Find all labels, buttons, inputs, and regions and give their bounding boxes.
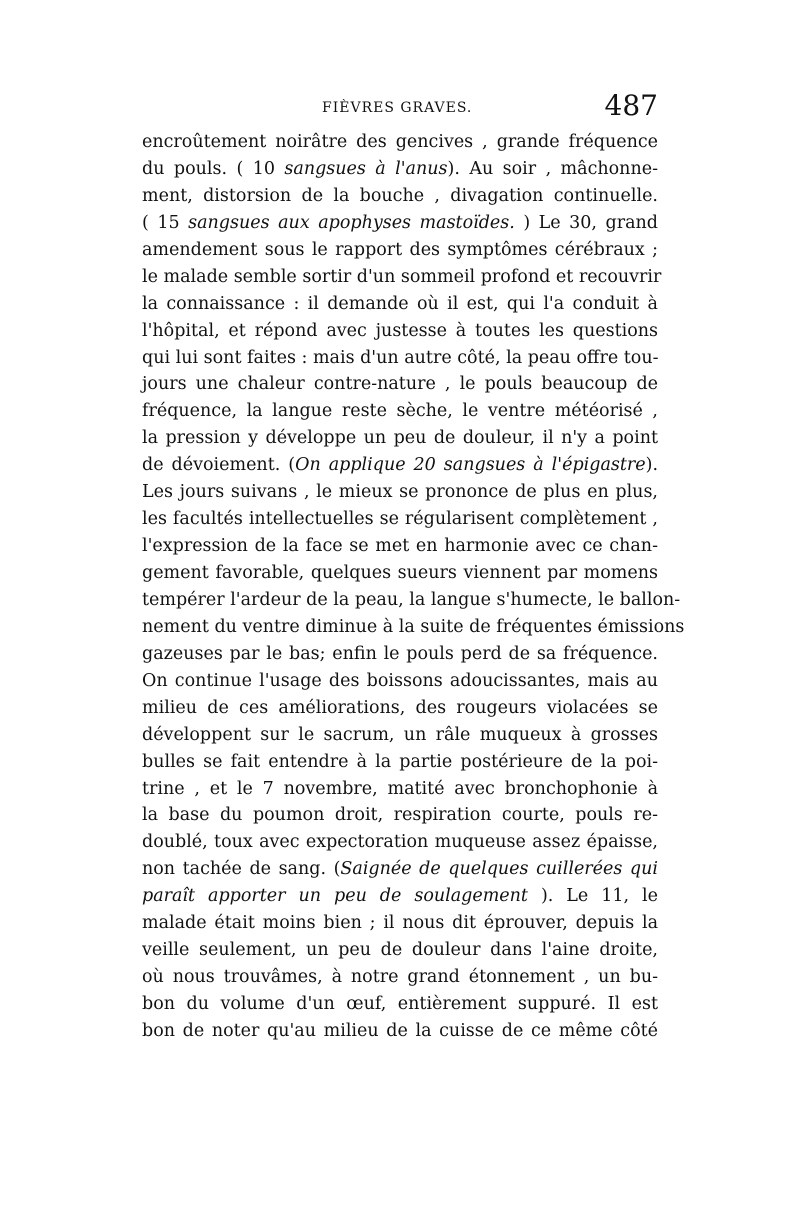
text-line (142, 156, 658, 183)
text-line (142, 641, 658, 668)
text-line (142, 991, 658, 1018)
italic-text-segment: sangsues à l'anus (284, 158, 448, 179)
text-segment: nement du ventre diminue à la suite de fréquentes émissions (142, 616, 685, 637)
text-segment: bon de noter qu'au milieu de la cuisse de ce même côté (142, 1020, 658, 1041)
text-line (142, 1018, 658, 1045)
text-line (142, 318, 658, 345)
text-line (142, 533, 658, 560)
page-header (142, 89, 658, 130)
text-segment: les facultés intellectuelles se régularisent complètement , (142, 509, 658, 530)
text-line (142, 856, 658, 883)
text-line (142, 506, 658, 533)
text-line (142, 883, 658, 910)
text-line (142, 668, 658, 695)
text-segment: fréquence, la langue reste sèche, le ventre météorisé , (142, 401, 658, 422)
text-line (142, 722, 658, 749)
text-segment: malade était moins bien ; il nous dit éprouver, depuis la (142, 913, 658, 934)
text-segment: ). (645, 455, 659, 476)
text-line (142, 210, 658, 237)
text-segment: bon du volume d'un œuf, entièrement suppuré. Il est (142, 994, 658, 1014)
text-line (142, 291, 658, 318)
text-line (142, 129, 658, 156)
text-segment: non tachée de sang. ( (142, 859, 341, 880)
text-segment: milieu de ces améliorations, des rougeurs violacées se (142, 697, 658, 718)
text-segment: la connaissance : il demande où il est, qui l'a conduit à (142, 293, 658, 314)
text-line (142, 964, 658, 991)
text-segment: du pouls. ( 10 (142, 158, 285, 179)
text-segment: On continue l'usage des boissons adoucissantes, mais au (142, 670, 658, 691)
text-segment: ment, distorsion de la bouche , divagation continuelle. (142, 185, 658, 206)
text-segment: bulles se fait entendre à la partie postérieure de la poi- (142, 751, 658, 772)
text-segment: jours une chaleur contre-nature , le pouls beaucoup de (142, 374, 658, 395)
text-line (142, 425, 658, 452)
italic-text-segment: sangsues aux apophyses mastoïdes. (188, 212, 515, 233)
text-line (142, 749, 658, 776)
text-segment: développent sur le sacrum, un râle muqueux à grosses (142, 724, 658, 745)
text-line (142, 614, 685, 641)
text-segment: le malade semble sortir d'un sommeil profond et recouvrir (142, 266, 662, 287)
text-segment: gement favorable, quelques sueurs viennent par momens (142, 563, 658, 583)
text-line (142, 802, 658, 829)
text-segment: veille seulement, un peu de douleur dans l'aine droite, (142, 940, 658, 961)
text-segment: qui lui sont faites : mais d'un autre côté, la peau offre tou- (142, 347, 659, 368)
text-segment: l'expression de la face se met en harmonie avec ce chan- (142, 536, 658, 557)
text-line (142, 937, 658, 964)
italic-text-segment: paraît apporter un peu de soulagement (142, 886, 528, 907)
text-segment: la pression y développe un peu de douleur, il n'y a point (142, 428, 658, 449)
text-line (142, 237, 658, 264)
text-segment: encroûtement noirâtre des gencives , grande fréquence (142, 132, 658, 152)
text-line (142, 183, 658, 210)
text-line (142, 371, 658, 398)
text-segment: de dévoiement. ( (142, 455, 296, 476)
text-segment: ) Le 30, grand (514, 212, 658, 233)
page-number: 487 (604, 89, 658, 122)
text-line (142, 587, 681, 614)
text-segment: Les jours suivans , le mieux se prononce de plus en plus, (142, 482, 658, 503)
text-line (142, 264, 662, 291)
text-segment: l'hôpital, et répond avec justesse à toutes les questions (142, 320, 658, 341)
italic-text-segment: On applique 20 sangsues à l'épigastre (295, 455, 646, 476)
text-line (142, 479, 658, 506)
text-segment: ( 15 (142, 212, 189, 233)
text-segment: ). Le 11, le (527, 886, 658, 907)
text-line (142, 910, 658, 937)
text-segment: ). Au soir , mâchonne- (447, 158, 658, 179)
text-segment: amendement sous le rapport des symptômes cérébraux ; (142, 239, 658, 260)
text-line (142, 829, 658, 856)
italic-text-segment: Saignée de quelques cuillerées qui (340, 859, 658, 880)
text-line (142, 560, 658, 587)
running-head: FIÈVRES GRAVES. (322, 100, 473, 116)
text-segment: doublé, toux avec expectoration muqueuse assez épaisse, (142, 832, 658, 853)
text-segment: tempérer l'ardeur de la peau, la langue s'humecte, le ballon- (142, 589, 681, 610)
text-line (142, 345, 658, 372)
text-segment: où nous trouvâmes, à notre grand étonnement , un bu- (142, 967, 658, 988)
body-text (142, 129, 685, 1045)
text-segment: trine , et le 7 novembre, matité avec bronchophonie à (142, 778, 658, 799)
text-segment: gazeuses par le bas; enfin le pouls perd de sa fréquence. (142, 643, 658, 664)
text-line (142, 695, 658, 722)
text-line (142, 398, 658, 425)
text-segment: la base du poumon droit, respiration courte, pouls re- (142, 805, 658, 826)
text-line (142, 776, 658, 803)
text-line (142, 452, 658, 479)
